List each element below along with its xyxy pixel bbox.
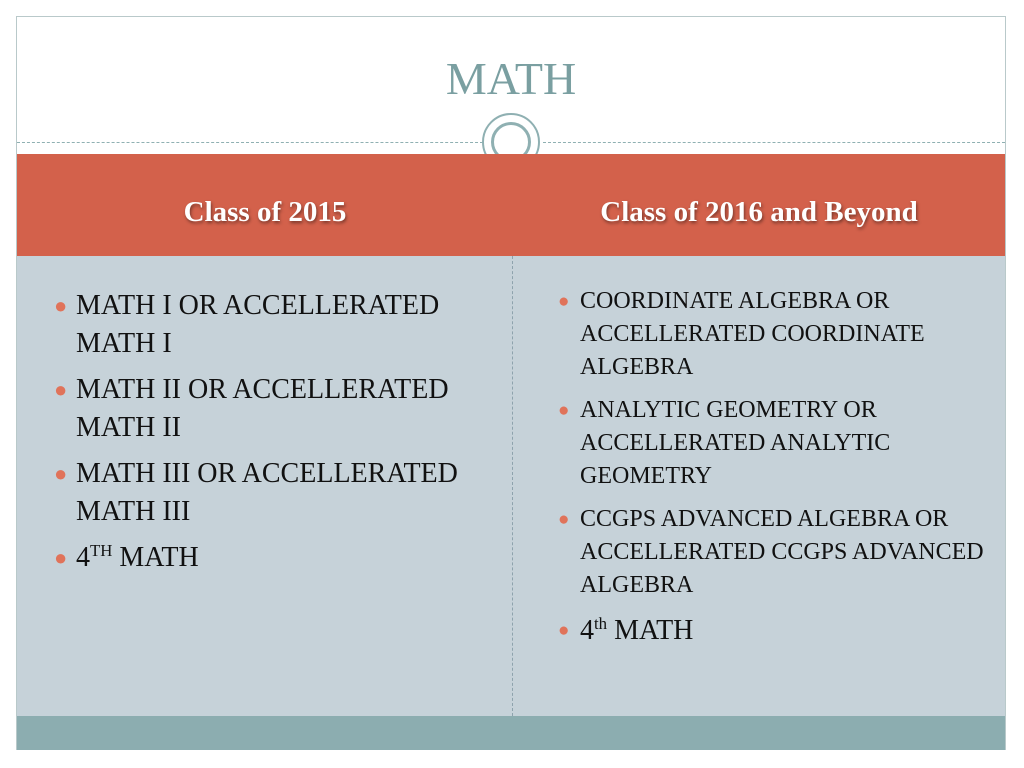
list-item-superscript: th [594, 613, 608, 633]
list-item-text: 4 [580, 615, 594, 646]
list-item-suffix: MATH [607, 615, 694, 646]
list-item [558, 285, 992, 384]
bullet-dot-icon: ● [54, 461, 68, 486]
column-header-class-2015: Class of 2015 [183, 196, 347, 228]
class-2016-list [558, 285, 992, 660]
bullet-dot-icon: ● [558, 400, 570, 421]
column-divider [512, 256, 513, 716]
bullet-dot-icon: ● [558, 509, 570, 530]
list-item-text: MATH III OR ACCELLERATED MATH III [76, 458, 458, 527]
list-item [54, 539, 496, 577]
title-divider-right [543, 142, 1005, 143]
list-item [54, 371, 496, 447]
bullet-dot-icon: ● [54, 545, 68, 570]
list-item-text: MATH I OR ACCELLERATED MATH I [76, 290, 440, 359]
bullet-dot-icon: ● [54, 377, 68, 402]
list-item-text: COORDINATE ALGEBRA OR ACCELLERATED COORDINATE ALGEBRA [580, 288, 925, 380]
slide-title: MATH [445, 53, 577, 104]
column-header-class-2016: Class of 2016 and Beyond [600, 196, 918, 228]
list-item-superscript: TH [90, 540, 113, 560]
list-item-text: CCGPS ADVANCED ALGEBRA OR ACCELLERATED CCGPS ADVANCED ALGEBRA [580, 506, 984, 598]
list-item-suffix: MATH [112, 542, 199, 573]
list-item [558, 612, 992, 650]
list-item-text: 4 [76, 542, 90, 573]
class-2015-list [54, 287, 496, 585]
list-item [54, 287, 496, 363]
bullet-dot-icon: ● [54, 293, 68, 318]
list-item [558, 394, 992, 493]
bullet-dot-icon: ● [558, 620, 570, 641]
list-item [558, 503, 992, 602]
list-item [54, 455, 496, 531]
table-header [17, 154, 1005, 256]
title-divider-left [17, 142, 483, 143]
list-item-text: ANALYTIC GEOMETRY OR ACCELLERATED ANALYTIC GEOMETRY [580, 397, 891, 489]
footer-band [17, 716, 1005, 750]
list-item-text: MATH II OR ACCELLERATED MATH II [76, 374, 449, 443]
bullet-dot-icon: ● [558, 291, 570, 312]
